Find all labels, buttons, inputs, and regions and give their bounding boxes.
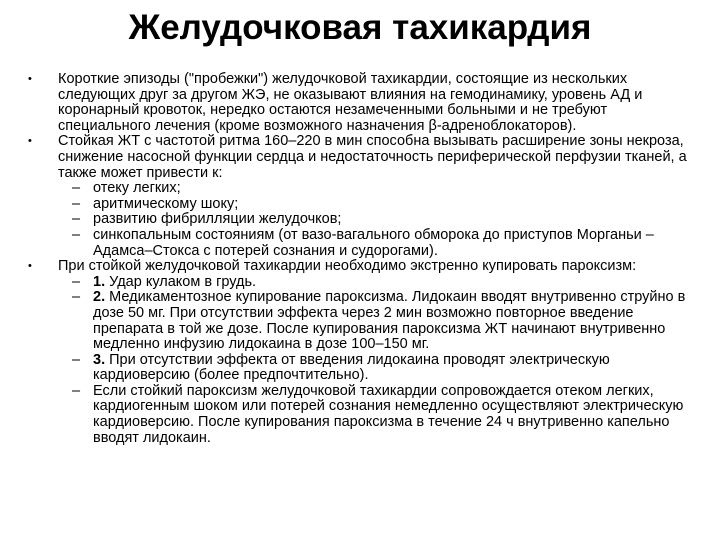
sub-item-text: отеку легких; bbox=[93, 180, 181, 197]
sub-item bbox=[28, 228, 696, 259]
dash-marker: – bbox=[72, 289, 81, 306]
dash-marker: – bbox=[72, 180, 81, 197]
bullet-item bbox=[28, 134, 696, 181]
sub-item-text: Удар кулаком в грудь. bbox=[109, 273, 257, 290]
sub-item-text: Если стойкий пароксизм желудочковой тахикардии сопровождается отеком легких, кардиогенным шоком или потерей сознания немедленно осуществляют электрическую кардиоверсию. После купирования пароксизма в течение 24 ч внутривенно капельно вводят лидокаин. bbox=[93, 382, 684, 446]
step-number: 2. bbox=[93, 289, 106, 306]
sub-item bbox=[28, 290, 696, 352]
sub-item bbox=[28, 181, 696, 197]
slide-title: Желудочковая тахикардия bbox=[128, 8, 592, 47]
step-number: 3. bbox=[93, 351, 106, 368]
sub-item-text: синкопальным состояниям (от вазо-вагального обморока до приступов Морганьи –Адамса–Стокса с потерей сознания и судорогами). bbox=[93, 226, 654, 259]
dash-marker: – bbox=[72, 273, 81, 290]
slide-content bbox=[28, 72, 696, 446]
dash-marker: – bbox=[72, 211, 81, 228]
bullet-text: Короткие эпизоды ("пробежки") желудочковой тахикардии, состоящие из нескольких следующих друг за другом ЖЭ, не оказывают влияния на гемодинамику, уровень АД и коронарный кровоток, нередко остаются незамеченными больными и не требуют специального лечения (кроме возможного назначения β-адреноблокаторов). bbox=[58, 71, 643, 134]
dash-marker: – bbox=[72, 382, 81, 399]
bullet-marker: • bbox=[28, 73, 32, 85]
bullet-text: При стойкой желудочковой тахикардии необходимо экстренно купировать пароксизм: bbox=[58, 258, 637, 275]
sub-item bbox=[28, 275, 696, 291]
sub-item bbox=[28, 212, 696, 228]
dash-marker: – bbox=[72, 195, 81, 212]
bullet-item bbox=[28, 72, 696, 134]
sub-item bbox=[28, 353, 696, 384]
sub-item-text: При отсутствии эффекта от введения лидокаина проводят электрическую кардиоверсию (более предпочтительно). bbox=[93, 351, 610, 384]
sub-item bbox=[28, 384, 696, 446]
bullet-marker: • bbox=[28, 135, 32, 148]
sub-item-text: аритмическому шоку; bbox=[93, 195, 239, 212]
sub-item bbox=[28, 197, 696, 213]
bullet-text: Стойкая ЖТ с частотой ритма 160–220 в мин способна вызывать расширение зоны некроза, снижение насосной функции сердца и недостаточность периферической перфузии тканей, а также может привести к: bbox=[58, 133, 687, 181]
bullet-marker: • bbox=[28, 260, 32, 273]
step-number: 1. bbox=[93, 273, 106, 290]
dash-marker: – bbox=[72, 351, 81, 368]
sub-item-text: Медикаментозное купирование пароксизма. Лидокаин вводят внутривенно струйно в дозе 50 мг. При отсутствии эффекта через 2 мин возможно повторное введение препарата в той же дозе. После купирования пароксизма ЖТ начинают внутривенно медленно инфузию лидокаина в дозе 100–150 мг. bbox=[93, 289, 686, 353]
sub-item-text: развитию фибрилляции желудочков; bbox=[93, 211, 342, 228]
bullet-item bbox=[28, 259, 696, 275]
dash-marker: – bbox=[72, 226, 81, 243]
